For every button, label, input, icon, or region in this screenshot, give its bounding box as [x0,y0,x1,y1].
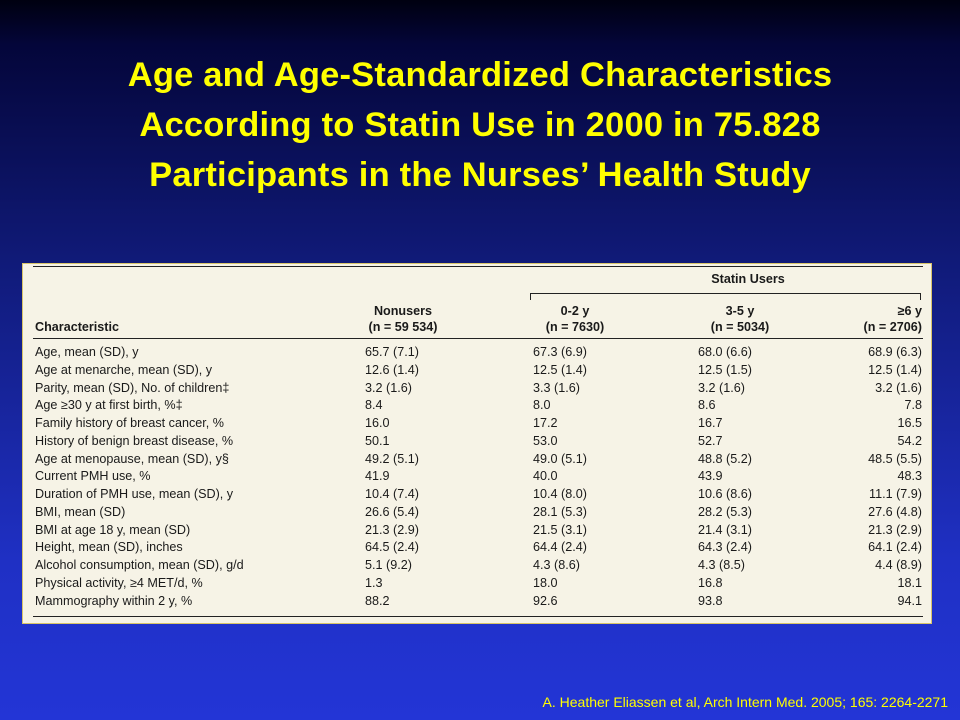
cell-statin-3-5y: 10.6 (8.6) [698,487,752,501]
cell-characteristic: Current PMH use, % [35,469,151,484]
cell-statin-0-2y: 10.4 (8.0) [533,487,587,501]
cell-nonusers: 10.4 (7.4) [365,487,419,501]
cell-statin-3-5y: 48.8 (5.2) [698,451,752,466]
cell-statin-3-5y: 52.7 [698,433,723,448]
col-header-6y-n: (n = 2706) [863,320,922,334]
cell-characteristic: Family history of breast cancer, % [35,416,224,430]
title-line-1: Age and Age-Standardized Characteristics [127,56,833,94]
col-header-6y: ≥6 y [897,304,922,318]
table-top-rule [33,266,923,267]
cell-characteristic: BMI, mean (SD) [35,504,126,519]
cell-statin-0-2y: 67.3 (6.9) [533,345,587,359]
cell-nonusers: 50.1 [365,433,390,448]
title-line-3: Participants in the Nurses’ Health Study [149,156,811,194]
header-bottom-rule [33,338,923,339]
cell-statin-6y: 16.5 [897,416,922,430]
citation: A. Heather Eliassen et al, Arch Intern Med. 2005; 165: 2264-2271 [542,694,948,710]
cell-nonusers: 64.5 (2.4) [365,540,419,555]
cell-nonusers: 26.6 (5.4) [365,504,419,519]
cell-statin-3-5y: 3.2 (1.6) [698,380,745,395]
statin-users-bracket [530,293,920,294]
cell-nonusers: 3.2 (1.6) [365,380,412,395]
cell-characteristic: Age at menarche, mean (SD), y [35,362,213,377]
cell-statin-3-5y: 16.8 [698,575,723,590]
cell-nonusers: 49.2 (5.1) [365,451,419,466]
cell-statin-0-2y: 3.3 (1.6) [533,380,580,395]
cell-statin-3-5y: 8.6 [698,398,716,413]
cell-statin-6y: 48.5 (5.5) [868,451,922,466]
cell-statin-6y: 94.1 [897,593,922,608]
col-header-3-5y-n: (n = 5034) [710,320,770,334]
cell-statin-6y: 4.4 (8.9) [875,558,922,572]
cell-characteristic: Age ≥30 y at first birth, %‡ [35,398,183,413]
cell-statin-6y: 21.3 (2.9) [868,522,922,537]
cell-statin-3-5y: 68.0 (6.6) [698,345,752,359]
cell-nonusers: 12.6 (1.4) [365,362,419,377]
cell-nonusers: 41.9 [365,469,390,484]
cell-statin-6y: 54.2 [897,433,922,448]
cell-statin-3-5y: 4.3 (8.5) [698,558,745,572]
cell-statin-6y: 48.3 [897,469,922,484]
cell-characteristic: BMI at age 18 y, mean (SD) [35,522,191,537]
cell-nonusers: 16.0 [365,416,390,430]
cell-statin-0-2y: 53.0 [533,433,558,448]
cell-statin-0-2y: 40.0 [533,469,558,484]
cell-statin-6y: 7.8 [904,398,922,413]
cell-nonusers: 1.3 [365,575,383,590]
cell-characteristic: Age, mean (SD), y [35,345,139,359]
cell-statin-3-5y: 93.8 [698,593,723,608]
cell-statin-6y: 68.9 (6.3) [868,345,922,359]
col-header-0-2y: 0-2 y [560,304,590,318]
cell-statin-0-2y: 92.6 [533,593,558,608]
cell-statin-0-2y: 18.0 [533,575,558,590]
characteristics-table [22,263,932,624]
statin-users-header: Statin Users [711,272,785,286]
cell-statin-3-5y: 16.7 [698,416,723,430]
cell-nonusers: 8.4 [365,398,383,413]
col-header-0-2y-n: (n = 7630) [545,320,605,334]
cell-statin-6y: 11.1 (7.9) [869,487,922,501]
col-header-nonusers-n: (n = 59 534) [368,320,438,334]
cell-statin-3-5y: 28.2 (5.3) [698,504,752,519]
cell-statin-0-2y: 28.1 (5.3) [533,504,587,519]
cell-characteristic: Age at menopause, mean (SD), y§ [35,451,229,466]
cell-statin-3-5y: 64.3 (2.4) [698,540,752,555]
cell-characteristic: Physical activity, ≥4 MET/d, % [35,575,203,590]
table-bottom-rule [33,616,923,617]
cell-statin-6y: 27.6 (4.8) [868,504,922,519]
cell-statin-0-2y: 12.5 (1.4) [533,362,587,377]
col-header-3-5y: 3-5 y [725,304,755,318]
bracket-left-tick [530,293,531,300]
cell-nonusers: 65.7 (7.1) [365,345,419,359]
bracket-right-tick [920,293,921,300]
cell-statin-0-2y: 4.3 (8.6) [533,558,580,572]
cell-statin-0-2y: 8.0 [533,398,551,413]
cell-characteristic: Parity, mean (SD), No. of children‡ [35,380,230,395]
cell-characteristic: Alcohol consumption, mean (SD), g/d [35,558,244,572]
col-header-nonusers: Nonusers [373,304,433,318]
col-header-characteristic: Characteristic [35,320,119,334]
cell-statin-3-5y: 21.4 (3.1) [698,522,752,537]
cell-statin-3-5y: 12.5 (1.5) [698,362,752,377]
cell-characteristic: Mammography within 2 y, % [35,593,193,608]
cell-statin-6y: 64.1 (2.4) [868,540,922,555]
cell-statin-3-5y: 43.9 [698,469,723,484]
cell-characteristic: History of benign breast disease, % [35,433,234,448]
cell-characteristic: Height, mean (SD), inches [35,540,183,555]
cell-statin-6y: 3.2 (1.6) [875,380,922,395]
cell-nonusers: 88.2 [365,593,390,608]
slide-title [0,50,960,200]
cell-statin-6y: 18.1 [897,575,922,590]
cell-statin-0-2y: 21.5 (3.1) [533,522,587,537]
title-line-2: According to Statin Use in 2000 in 75.828 [139,106,821,144]
cell-statin-0-2y: 49.0 (5.1) [533,451,587,466]
cell-statin-0-2y: 64.4 (2.4) [533,540,587,555]
cell-characteristic: Duration of PMH use, mean (SD), y [35,487,234,501]
cell-statin-0-2y: 17.2 [533,416,558,430]
cell-statin-6y: 12.5 (1.4) [868,362,922,377]
cell-nonusers: 21.3 (2.9) [365,522,419,537]
cell-nonusers: 5.1 (9.2) [365,558,412,572]
